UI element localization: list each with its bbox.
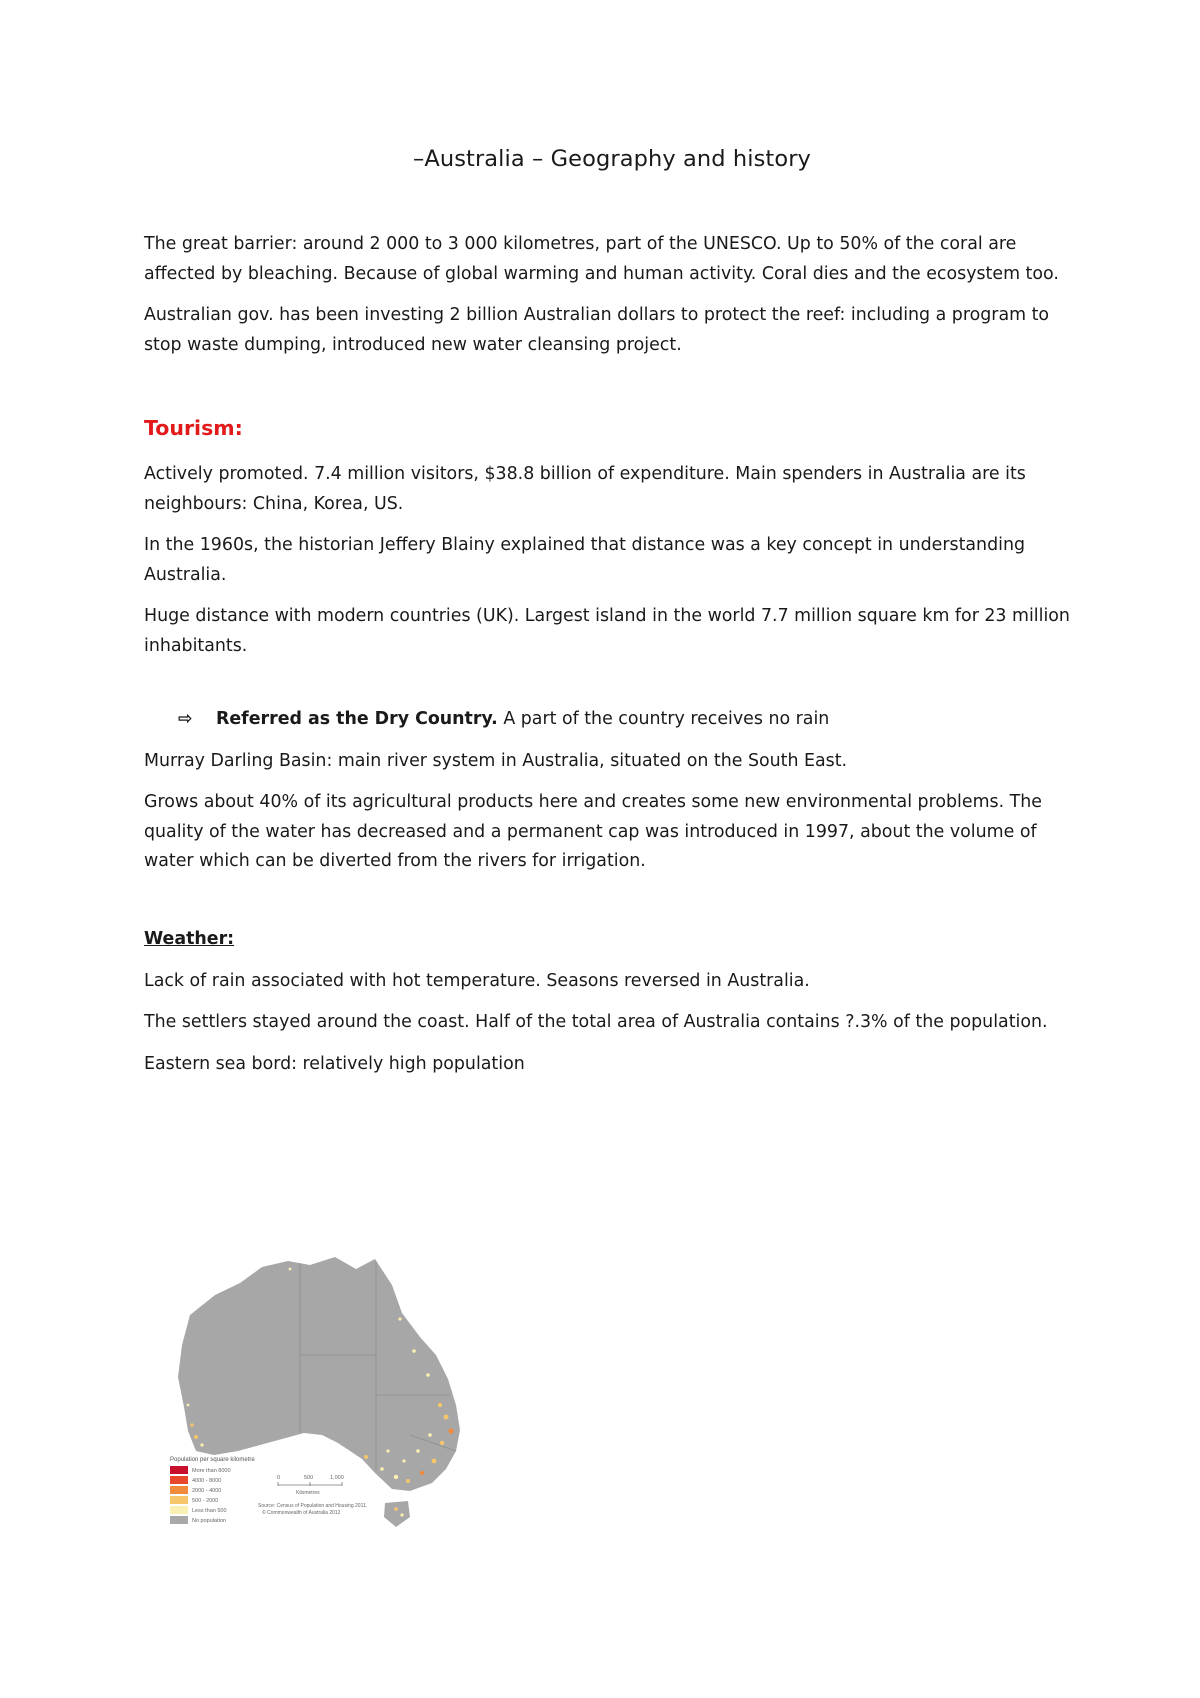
dry-country-bold: Referred as the Dry Country.: [216, 709, 498, 729]
scale-label-0: 0: [277, 1475, 281, 1481]
scale-bar: [277, 1475, 344, 1496]
legend-swatch-2: [170, 1476, 188, 1484]
paragraph-eastern-seaboard: Eastern sea bord: relatively high population: [144, 1053, 525, 1074]
paragraph-lack-of-rain: Lack of rain associated with hot temperature. Seasons reversed in Australia.: [144, 970, 810, 991]
paragraph-great-barrier: The great barrier: around 2 000 to 3 000 kilometres, part of the UNESCO. Up to 50% of the coral are affected by bleaching. Because of global warming and human activity. Coral dies and the ecosystem too.: [144, 234, 1059, 284]
paragraph-settlers-coast: The settlers stayed around the coast. Half of the total area of Australia contains ?.3% of the population.: [144, 1012, 1048, 1032]
paragraph-huge-distance: Huge distance with modern countries (UK). Largest island in the world 7.7 million square km for 23 million inhabitants.: [144, 606, 1070, 656]
tourism-heading: Tourism:: [144, 416, 243, 440]
dry-country-point: [144, 705, 1070, 735]
legend-label-2: 4000 - 8000: [192, 1478, 222, 1484]
dry-country-rest: A part of the country receives no rain: [497, 709, 830, 729]
australia-mainland-shape: [178, 1257, 460, 1491]
legend-label-3: 2000 - 4000: [192, 1488, 222, 1494]
legend-label-4: 500 - 2000: [192, 1498, 219, 1504]
legend-swatch-6: [170, 1516, 188, 1524]
legend-label-1: More than 8000: [192, 1468, 231, 1474]
paragraph-agriculture: Grows about 40% of its agricultural products here and creates some new environmental problems. The quality of the water has decreased and a permanent cap was introduced in 1997, about the volume of water which can be diverted from the rivers for irrigation.: [144, 792, 1042, 871]
legend-swatch-4: [170, 1496, 188, 1504]
legend-swatch-1: [170, 1466, 188, 1474]
tasmania-shape: [384, 1501, 410, 1527]
paragraph-reef-investment: Australian gov. has been investing 2 billion Australian dollars to protect the reef: including a program to stop waste dumping, introduced new water cleansing project.: [144, 305, 1050, 355]
legend-swatches: [170, 1466, 188, 1524]
weather-heading: Weather:: [144, 928, 235, 949]
paragraph-tourism-promotion: Actively promoted. 7.4 million visitors, $38.8 billion of expenditure. Main spenders in Australia are its neighbours: China, Korea, US.: [144, 464, 1026, 514]
legend-swatch-3: [170, 1486, 188, 1494]
population-density-map: [170, 1255, 500, 1545]
scale-label-1000: 1,000: [330, 1475, 344, 1481]
legend-label-6: No population: [192, 1518, 226, 1524]
right-arrow-icon: ⇨: [178, 709, 193, 729]
document-title: –Australia – Geography and history: [413, 146, 811, 172]
scale-unit: Kilometres: [296, 1490, 320, 1496]
scale-label-500: 500: [304, 1475, 314, 1481]
legend-label-5: Less than 500: [192, 1508, 227, 1514]
paragraph-murray-darling: Murray Darling Basin: main river system in Australia, situated on the South East.: [144, 750, 848, 771]
source-line-2: © Commonwealth of Australia 2012: [262, 1510, 341, 1516]
source-line-1: Source: Census of Population and Housing 2011,: [258, 1503, 368, 1509]
legend-swatch-5: [170, 1506, 188, 1514]
legend-title: Population per square kilometre: [170, 1457, 255, 1463]
paragraph-blainy-distance: In the 1960s, the historian Jeffery Blainy explained that distance was a key concept in understanding Australia.: [144, 535, 1026, 585]
